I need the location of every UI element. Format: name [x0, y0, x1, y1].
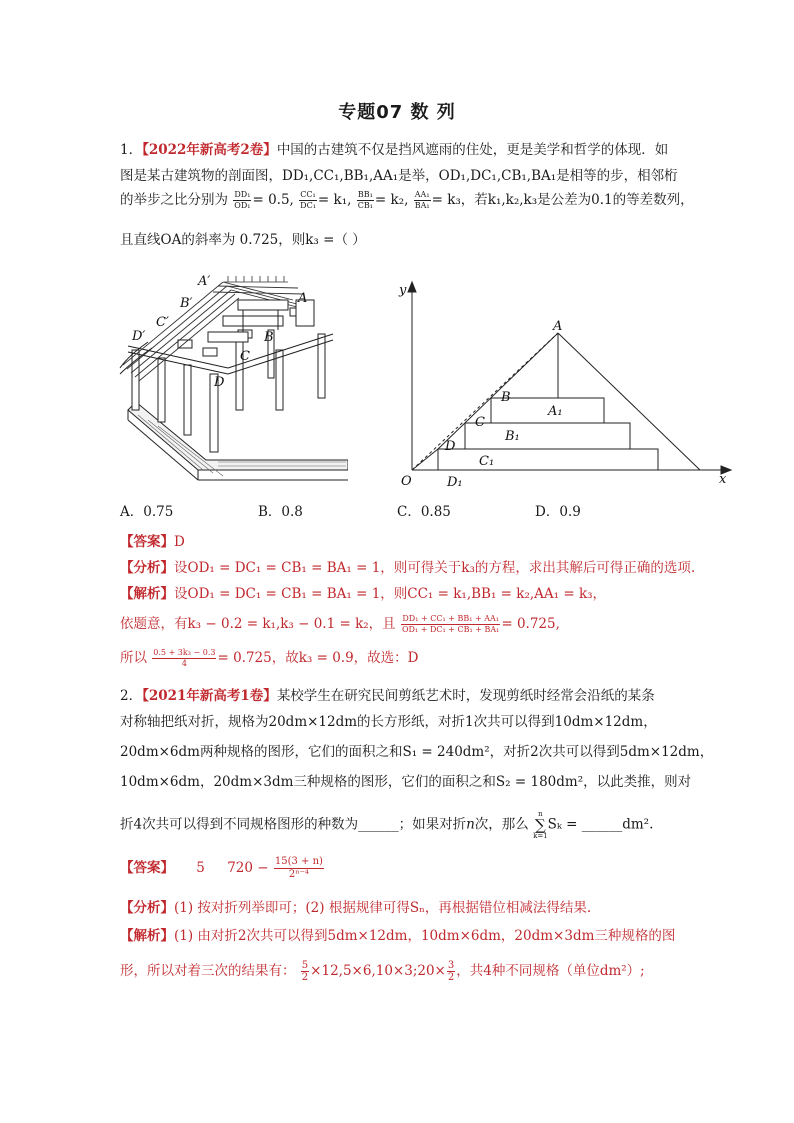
fraction: $\frac{5}{2}$: [301, 960, 309, 983]
fraction: $\frac{\text{0.5 + 3k₃ − 0.3}}{4}$: [153, 648, 216, 668]
point-c-label: C: [475, 415, 485, 430]
label-b-prime: B′: [180, 296, 193, 311]
q2-line3: 20dm×6dm两种规格的图形，它们的面积之和S₁ = 240dm²，对折2次共可以得到5dm×12dm，: [120, 744, 714, 760]
q1-line4: 且直线OA的斜率为 0.725，则k₃ =（ ）: [120, 232, 366, 248]
fraction: $\frac{\text{DD₁ + CC₁ + BB₁ + AA₁}}{\text{OD₁ + DC₁ + CB₁ + BA₁}}$: [401, 614, 500, 634]
q2-solution-1: 【解析】(1) 由对折2次共可以得到5dm×12dm，10dm×6dm，20dm×3dm三种规格的图: [120, 928, 676, 944]
q2-solution-2: 形，所以对着三次的结果有： $\frac{5}{2}$ ×12,5×6,10×3;20× $\frac{3}{2}$ ，共4种不同规格（单位dm²）;: [120, 960, 645, 983]
option-d[interactable]: D．0.9: [535, 504, 581, 520]
label-d: D: [214, 375, 225, 390]
y-axis-label: y: [399, 283, 407, 298]
q2-analysis: 【分析】(1) 按对折列举即可；(2) 根据规律可得Sₙ，再根据错位相减法得结果.: [120, 900, 592, 916]
q1-solution-2: 依题意，有k₃ − 0.2 = k₁,k₃ − 0.1 = k₂，且 $\frac{\text{DD₁ + CC₁ + BB₁ + AA₁}}{\text{OD₁ + DC₁ + CB₁ + BA₁}}$ = 0.725,: [120, 614, 560, 634]
option-b[interactable]: B．0.8: [258, 504, 303, 520]
q1-text: 的举步之比分别为: [120, 192, 228, 208]
building-cross-section-figure: [118, 270, 348, 490]
label-a-prime: A′: [198, 274, 211, 289]
q1-analysis: 【分析】设OD₁ = DC₁ = CB₁ = BA₁ = 1，则可得关于k₃的方程，求出其解后可得正确的选项.: [120, 560, 696, 576]
point-b1-label: B₁: [505, 429, 520, 444]
summation: n ∑ k=1: [533, 810, 548, 840]
point-b-label: B: [501, 390, 511, 405]
q1-text: 中国的古建筑不仅是挡风遮雨的住处，更是美学和哲学的体现．如: [276, 142, 669, 158]
q1-line2: 图是某古建筑物的剖面图，DD₁,CC₁,BB₁,AA₁是举，OD₁,DC₁,CB₁,BA₁是相等的步，相邻桁: [120, 168, 678, 184]
label-d-prime: D′: [132, 329, 146, 344]
point-d-label: D: [445, 439, 456, 454]
q2-line2: 对称轴把纸对折，规格为20dm×12dm的长方形纸，对折1次共可以得到10dm×12dm，: [120, 714, 657, 730]
source-tag: 【2022年新高考2卷】: [142, 142, 277, 158]
fraction: $\frac{\text{DD₁}}{\text{OD₁}}$: [234, 190, 251, 210]
question-number: 1．: [120, 142, 143, 158]
q2-answer: 【答案】 5 720 − $\frac{15(3 + n)}{\text{2ⁿ⁻⁴}}$: [120, 856, 323, 880]
slope-diagram-figure: [395, 278, 740, 493]
point-c1-label: C₁: [479, 454, 495, 469]
point-d1-label: D₁: [447, 475, 463, 490]
q2-line5: 折4次共可以得到不同规格图形的种数为______；如果对折n次，那么 n ∑ k=1 Sₖ = ______dm².: [120, 810, 654, 840]
page-title: 专题07 数 列: [338, 102, 456, 123]
q2-line1: 2．【2021年新高考1卷】某校学生在研究民间剪纸艺术时，发现剪纸时经常会沿纸的某条: [120, 688, 655, 704]
q1-answer: 【答案】D: [120, 534, 185, 550]
label-b: B: [264, 330, 274, 345]
point-a1-label: A₁: [548, 404, 563, 419]
source-tag: 【2021年新高考1卷】: [142, 688, 277, 704]
fraction: $\frac{3}{2}$: [447, 960, 455, 983]
q1-line3: 的举步之比分别为 $\frac{\text{DD₁}}{\text{OD₁}}$ = 0.5, $\frac{\text{CC₁}}{\text{DC₁}}$ = k₁, $\frac{\text{BB₁}}{\text{CB₁}}$ = k₂, $\frac{\text{AA₁}}{\text{BA₁}}$ = k₃，若k₁,k₂,k₃是公差为0.1的等差数列，: [120, 190, 694, 210]
label-a: A: [298, 291, 308, 306]
fraction: $\frac{\text{CC₁}}{\text{DC₁}}$: [300, 190, 316, 210]
point-a-label: A: [553, 319, 563, 334]
x-axis-label: x: [719, 472, 727, 487]
q2-line4: 10dm×6dm，20dm×3dm三种规格的图形，它们的面积之和S₂ = 180dm²，以此类推，则对: [120, 774, 692, 790]
label-c-prime: C′: [156, 315, 169, 330]
fraction: $\frac{\text{BB₁}}{\text{CB₁}}$: [357, 190, 373, 210]
question-number: 2．: [120, 688, 143, 704]
label-c: C: [240, 349, 250, 364]
option-c[interactable]: C．0.85: [397, 504, 451, 520]
q1-line1: [120, 140, 668, 160]
option-a[interactable]: A．0.75: [120, 504, 174, 520]
q1-solution-3: 所以 $\frac{\text{0.5 + 3k₃ − 0.3}}{4}$ = 0.725，故k₃ = 0.9，故选：D: [120, 648, 419, 668]
origin-label: O: [401, 474, 412, 489]
q1-solution-1: 【解析】设OD₁ = DC₁ = CB₁ = BA₁ = 1，则CC₁ = k₁,BB₁ = k₂,AA₁ = k₃，: [120, 586, 607, 602]
fraction: $\frac{15(3 + n)}{\text{2ⁿ⁻⁴}}$: [274, 856, 323, 880]
fraction: $\frac{\text{AA₁}}{\text{BA₁}}$: [414, 190, 430, 210]
